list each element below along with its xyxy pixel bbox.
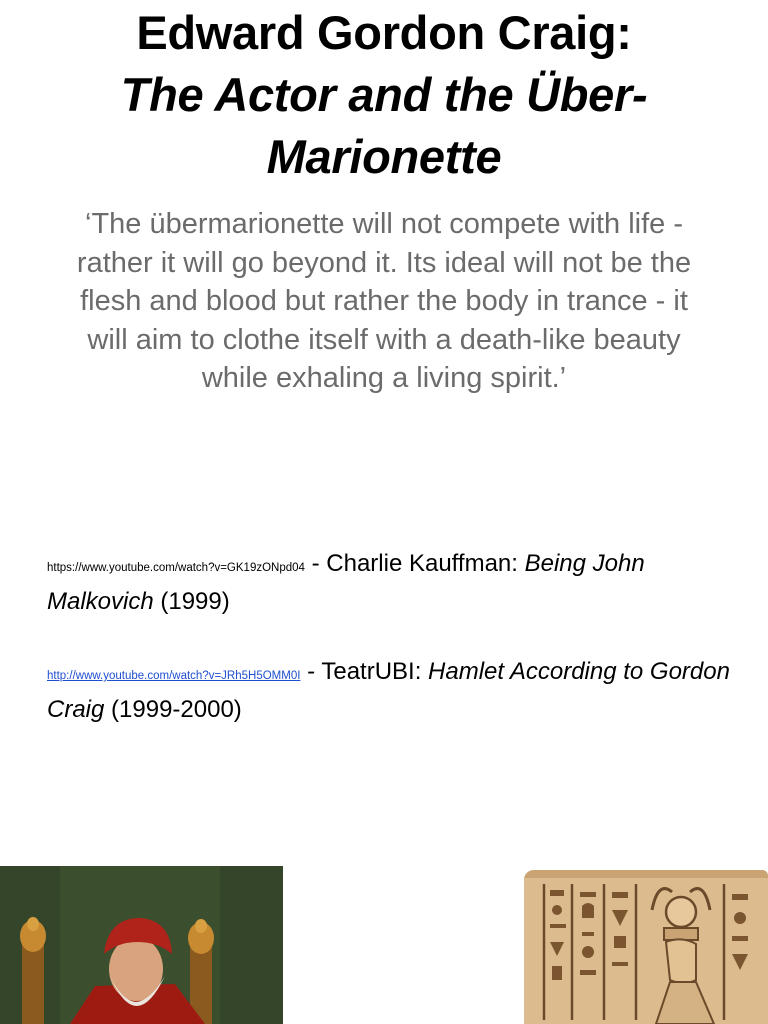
ref-work-title: Being John Malkovich <box>47 550 645 615</box>
reference-malkovich <box>47 547 737 618</box>
slide-title <box>0 2 768 188</box>
egyptian-relief-image <box>524 870 768 1024</box>
ref-separator: - <box>300 658 322 685</box>
youtube-link-hamlet[interactable]: http://www.youtube.com/watch?v=JRh5H5OMM0I <box>47 670 301 682</box>
craig-quote: ‘The übermarionette will not compete with life - rather it will go beyond it. Its ideal will not be the flesh and blood but rather the body in trance - it will aim to clothe itself with a death-like beauty while exhaling a living spirit.’ <box>76 208 692 394</box>
ref-year: (1999-2000) <box>104 696 242 723</box>
ref-work-title: Hamlet According to Gordon Craig <box>47 658 730 723</box>
egyptian-relief-drawing <box>524 870 768 1024</box>
title-line-2: The Actor and the Über- <box>120 68 648 121</box>
youtube-url-malkovich[interactable]: https://www.youtube.com/watch?v=GK19zONpd04 <box>47 562 305 574</box>
ref-separator: - <box>304 550 327 577</box>
reference-hamlet <box>47 655 737 726</box>
ref-year: (1999) <box>153 588 230 615</box>
portrait-painting-drawing <box>0 866 283 1024</box>
title-line-1: Edward Gordon Craig: <box>136 6 632 59</box>
ref-author: Charlie Kauffman: <box>326 550 525 577</box>
title-line-3: Marionette <box>266 130 502 183</box>
ref-author: TeatrUBI: <box>321 658 429 685</box>
portrait-painting-image <box>0 866 283 1024</box>
